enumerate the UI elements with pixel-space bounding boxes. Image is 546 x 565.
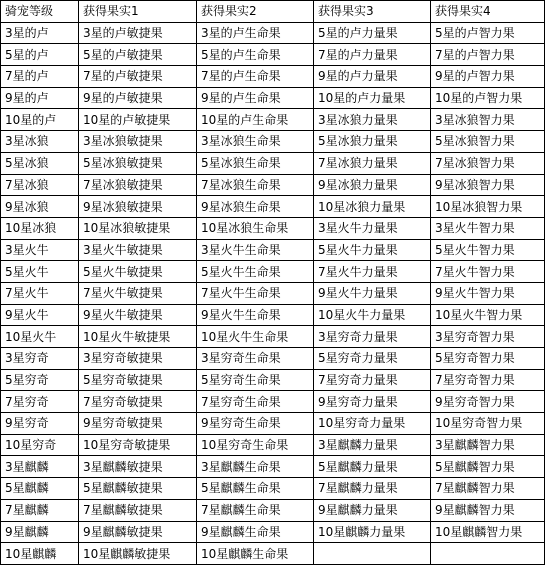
fruit-cell: 5星麒麟智力果 xyxy=(431,456,545,478)
fruit-cell: 10星火牛敏捷果 xyxy=(79,326,197,348)
fruit-cell: 5星火牛力量果 xyxy=(314,239,431,261)
fruit-cell: 9星火牛敏捷果 xyxy=(79,304,197,326)
table-row xyxy=(1,217,545,239)
fruit-cell: 3星冰狼智力果 xyxy=(431,109,545,131)
fruit-cell: 9星的卢敏捷果 xyxy=(79,87,197,109)
fruit-cell: 5星冰狼敏捷果 xyxy=(79,152,197,174)
mount-level-cell: 9星麒麟 xyxy=(1,521,79,543)
fruit-cell: 3星麒麟生命果 xyxy=(197,456,314,478)
fruit-cell: 9星火牛智力果 xyxy=(431,282,545,304)
fruit-cell: 5星穷奇敏捷果 xyxy=(79,369,197,391)
fruit-cell: 10星的卢敏捷果 xyxy=(79,109,197,131)
fruit-cell xyxy=(314,543,431,565)
mount-level-cell: 9星的卢 xyxy=(1,87,79,109)
table-row xyxy=(1,348,545,370)
fruit-cell: 7星火牛力量果 xyxy=(314,261,431,283)
fruit-cell: 9星麒麟敏捷果 xyxy=(79,521,197,543)
fruit-cell: 7星麒麟敏捷果 xyxy=(79,499,197,521)
mount-level-cell: 7星的卢 xyxy=(1,66,79,88)
header-cell-fruit-2: 获得果实2 xyxy=(197,1,314,23)
table-row xyxy=(1,369,545,391)
fruit-cell: 3星火牛智力果 xyxy=(431,217,545,239)
fruit-cell: 3星火牛生命果 xyxy=(197,239,314,261)
mount-level-cell: 9星冰狼 xyxy=(1,196,79,218)
fruit-cell: 9星穷奇智力果 xyxy=(431,391,545,413)
fruit-cell: 9星冰狼智力果 xyxy=(431,174,545,196)
fruit-cell: 9星麒麟智力果 xyxy=(431,499,545,521)
fruit-cell: 3星穷奇敏捷果 xyxy=(79,348,197,370)
table-row xyxy=(1,261,545,283)
fruit-cell: 10星麒麟敏捷果 xyxy=(79,543,197,565)
table-row xyxy=(1,413,545,435)
table-row xyxy=(1,521,545,543)
table-row xyxy=(1,391,545,413)
fruit-cell: 9星火牛力量果 xyxy=(314,282,431,304)
fruit-cell: 3星穷奇生命果 xyxy=(197,348,314,370)
fruit-cell: 7星穷奇力量果 xyxy=(314,369,431,391)
fruit-cell: 10星穷奇智力果 xyxy=(431,413,545,435)
fruit-cell: 10星麒麟生命果 xyxy=(197,543,314,565)
fruit-cell: 9星的卢生命果 xyxy=(197,87,314,109)
header-cell-mount-level: 骑宠等级 xyxy=(1,1,79,23)
fruit-cell: 3星的卢生命果 xyxy=(197,22,314,44)
mount-level-cell: 10星冰狼 xyxy=(1,217,79,239)
fruit-cell: 9星的卢智力果 xyxy=(431,66,545,88)
fruit-cell: 3星火牛敏捷果 xyxy=(79,239,197,261)
table-row xyxy=(1,304,545,326)
fruit-cell: 9星火牛生命果 xyxy=(197,304,314,326)
table-row xyxy=(1,44,545,66)
fruit-cell: 7星麒麟生命果 xyxy=(197,499,314,521)
table-row xyxy=(1,174,545,196)
table-row xyxy=(1,196,545,218)
fruit-cell: 10星麒麟力量果 xyxy=(314,521,431,543)
fruit-cell: 9星麒麟力量果 xyxy=(314,499,431,521)
fruit-cell: 3星冰狼力量果 xyxy=(314,109,431,131)
fruit-cell: 10星麒麟智力果 xyxy=(431,521,545,543)
fruit-cell: 7星冰狼敏捷果 xyxy=(79,174,197,196)
fruit-cell: 5星火牛生命果 xyxy=(197,261,314,283)
fruit-cell: 5星冰狼力量果 xyxy=(314,131,431,153)
fruit-cell: 9星穷奇敏捷果 xyxy=(79,413,197,435)
fruit-cell: 5星冰狼生命果 xyxy=(197,152,314,174)
table-body xyxy=(1,22,545,564)
fruit-cell: 7星冰狼生命果 xyxy=(197,174,314,196)
fruit-cell: 7星穷奇敏捷果 xyxy=(79,391,197,413)
mount-level-cell: 3星穷奇 xyxy=(1,348,79,370)
mount-level-cell: 10星穷奇 xyxy=(1,434,79,456)
table-row xyxy=(1,543,545,565)
fruit-cell: 5星冰狼智力果 xyxy=(431,131,545,153)
fruit-cell: 9星麒麟生命果 xyxy=(197,521,314,543)
mount-level-cell: 5星麒麟 xyxy=(1,478,79,500)
table-row xyxy=(1,66,545,88)
fruit-cell: 9星冰狼敏捷果 xyxy=(79,196,197,218)
mount-level-cell: 9星火牛 xyxy=(1,304,79,326)
fruit-cell: 3星穷奇智力果 xyxy=(431,326,545,348)
table-row xyxy=(1,456,545,478)
table-row xyxy=(1,434,545,456)
fruit-cell: 7星的卢生命果 xyxy=(197,66,314,88)
fruit-cell: 3星麒麟力量果 xyxy=(314,434,431,456)
mount-level-cell: 5星火牛 xyxy=(1,261,79,283)
fruit-cell: 5星穷奇智力果 xyxy=(431,348,545,370)
fruit-cell: 9星的卢力量果 xyxy=(314,66,431,88)
fruit-cell: 7星的卢智力果 xyxy=(431,44,545,66)
table-row xyxy=(1,282,545,304)
fruit-cell: 7星穷奇生命果 xyxy=(197,391,314,413)
mount-level-cell: 10星的卢 xyxy=(1,109,79,131)
table-row xyxy=(1,478,545,500)
fruit-cell: 5星的卢生命果 xyxy=(197,44,314,66)
fruit-cell: 10星的卢生命果 xyxy=(197,109,314,131)
mount-level-cell: 10星麒麟 xyxy=(1,543,79,565)
table-row xyxy=(1,326,545,348)
mount-level-cell: 5星穷奇 xyxy=(1,369,79,391)
fruit-cell: 3星穷奇力量果 xyxy=(314,326,431,348)
fruit-cell: 3星冰狼生命果 xyxy=(197,131,314,153)
fruit-cell: 10星冰狼智力果 xyxy=(431,196,545,218)
fruit-cell: 7星穷奇智力果 xyxy=(431,369,545,391)
fruit-cell: 5星穷奇力量果 xyxy=(314,348,431,370)
mount-level-cell: 7星火牛 xyxy=(1,282,79,304)
header-cell-fruit-4: 获得果实4 xyxy=(431,1,545,23)
fruit-cell: 10星冰狼生命果 xyxy=(197,217,314,239)
fruit-cell: 3星麒麟智力果 xyxy=(431,434,545,456)
fruit-cell: 5星麒麟生命果 xyxy=(197,478,314,500)
fruit-cell: 3星的卢敏捷果 xyxy=(79,22,197,44)
fruit-cell xyxy=(431,543,545,565)
mount-level-cell: 5星冰狼 xyxy=(1,152,79,174)
fruit-cell: 7星麒麟力量果 xyxy=(314,478,431,500)
fruit-cell: 10星穷奇敏捷果 xyxy=(79,434,197,456)
fruit-cell: 5星麒麟力量果 xyxy=(314,456,431,478)
fruit-cell: 5星火牛敏捷果 xyxy=(79,261,197,283)
fruit-cell: 9星穷奇力量果 xyxy=(314,391,431,413)
mount-level-cell: 7星穷奇 xyxy=(1,391,79,413)
fruit-cell: 3星冰狼敏捷果 xyxy=(79,131,197,153)
fruit-cell: 9星冰狼生命果 xyxy=(197,196,314,218)
fruit-cell: 5星穷奇生命果 xyxy=(197,369,314,391)
table-row xyxy=(1,499,545,521)
mount-level-cell: 9星穷奇 xyxy=(1,413,79,435)
mount-level-cell: 10星火牛 xyxy=(1,326,79,348)
fruit-cell: 10星穷奇生命果 xyxy=(197,434,314,456)
fruit-cell: 10星火牛生命果 xyxy=(197,326,314,348)
fruit-cell: 7星火牛智力果 xyxy=(431,261,545,283)
fruit-cell: 5星火牛智力果 xyxy=(431,239,545,261)
mount-level-cell: 3星火牛 xyxy=(1,239,79,261)
mount-level-cell: 3星麒麟 xyxy=(1,456,79,478)
fruit-cell: 10星的卢智力果 xyxy=(431,87,545,109)
mount-level-cell: 5星的卢 xyxy=(1,44,79,66)
fruit-cell: 7星火牛敏捷果 xyxy=(79,282,197,304)
fruit-cell: 10星冰狼力量果 xyxy=(314,196,431,218)
header-cell-fruit-3: 获得果实3 xyxy=(314,1,431,23)
fruit-cell: 10星冰狼敏捷果 xyxy=(79,217,197,239)
table-row xyxy=(1,22,545,44)
header-cell-fruit-1: 获得果实1 xyxy=(79,1,197,23)
fruit-cell: 5星的卢智力果 xyxy=(431,22,545,44)
fruit-cell: 7星冰狼力量果 xyxy=(314,152,431,174)
fruit-cell: 7星火牛生命果 xyxy=(197,282,314,304)
fruit-cell: 10星的卢力量果 xyxy=(314,87,431,109)
mount-level-cell: 7星冰狼 xyxy=(1,174,79,196)
table-row xyxy=(1,152,545,174)
table-row xyxy=(1,239,545,261)
fruit-cell: 3星火牛力量果 xyxy=(314,217,431,239)
fruit-cell: 9星穷奇生命果 xyxy=(197,413,314,435)
fruit-cell: 7星冰狼智力果 xyxy=(431,152,545,174)
header-row xyxy=(1,1,545,23)
fruit-cell: 5星麒麟敏捷果 xyxy=(79,478,197,500)
fruit-cell: 7星的卢力量果 xyxy=(314,44,431,66)
mount-level-cell: 3星的卢 xyxy=(1,22,79,44)
fruit-cell: 5星的卢力量果 xyxy=(314,22,431,44)
table-row xyxy=(1,109,545,131)
mount-level-cell: 7星麒麟 xyxy=(1,499,79,521)
fruit-cell: 5星的卢敏捷果 xyxy=(79,44,197,66)
fruit-cell: 10星火牛力量果 xyxy=(314,304,431,326)
fruit-cell: 7星麒麟智力果 xyxy=(431,478,545,500)
fruit-cell: 3星麒麟敏捷果 xyxy=(79,456,197,478)
mount-level-cell: 3星冰狼 xyxy=(1,131,79,153)
table-row xyxy=(1,131,545,153)
fruit-cell: 10星穷奇力量果 xyxy=(314,413,431,435)
fruit-cell: 9星冰狼力量果 xyxy=(314,174,431,196)
fruit-cell: 7星的卢敏捷果 xyxy=(79,66,197,88)
fruit-cell: 10星火牛智力果 xyxy=(431,304,545,326)
table-row xyxy=(1,87,545,109)
